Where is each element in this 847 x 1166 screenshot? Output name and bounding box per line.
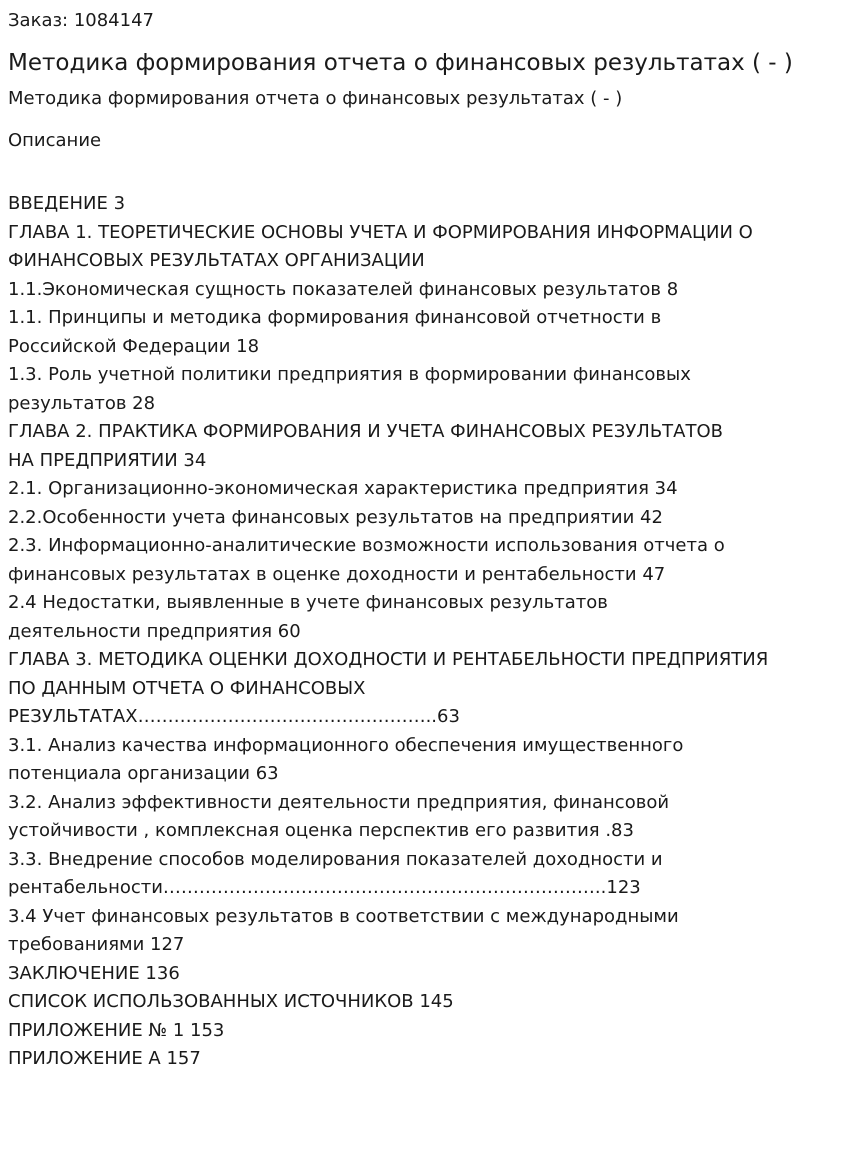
toc-line: 2.3. Информационно-аналитические возможности использования отчета о xyxy=(8,535,725,556)
toc-line: СПИСОК ИСПОЛЬЗОВАННЫХ ИСТОЧНИКОВ 145 xyxy=(8,991,454,1012)
toc-line: требованиями 127 xyxy=(8,934,185,955)
toc-line: 3.3. Внедрение способов моделирования показателей доходности и xyxy=(8,848,663,870)
toc-line: ПРИЛОЖЕНИЕ № 1 153 xyxy=(8,1019,225,1041)
toc-line: ЗАКЛЮЧЕНИЕ 136 xyxy=(8,962,180,984)
toc-line: 3.1. Анализ качества информационного обеспечения имущественного xyxy=(8,734,684,756)
toc-line: потенциала организации 63 xyxy=(8,763,279,784)
toc-line: деятельности предприятия 60 xyxy=(8,620,301,642)
toc-line: ПО ДАННЫМ ОТЧЕТА О ФИНАНСОВЫХ xyxy=(8,677,366,699)
toc-line: результатов 28 xyxy=(8,392,156,414)
order-number: Заказ: 1084147 xyxy=(8,10,154,31)
toc-line: ГЛАВА 3. МЕТОДИКА ОЦЕНКИ ДОХОДНОСТИ И РЕНТАБЕЛЬНОСТИ ПРЕДПРИЯТИЯ xyxy=(8,649,769,670)
toc-line: ВВЕДЕНИЕ 3 xyxy=(8,193,126,214)
page-subtitle: Методика формирования отчета о финансовых результатах ( - ) xyxy=(8,88,623,109)
toc-line: 3.4 Учет финансовых результатов в соответствии с международными xyxy=(8,905,679,927)
toc-line: 3.2. Анализ эффективности деятельности предприятия, финансовой xyxy=(8,791,670,813)
toc-line: устойчивости , комплексная оценка перспектив его развития .83 xyxy=(8,820,634,841)
toc-line: 2.4 Недостатки, выявленные в учете финансовых результатов xyxy=(8,592,608,613)
toc-line: ПРИЛОЖЕНИЕ А 157 xyxy=(8,1048,201,1069)
toc-line: рентабельности………………………………………………………………..123 xyxy=(8,877,641,898)
toc-line: 1.3. Роль учетной политики предприятия в формировании финансовых xyxy=(8,364,691,385)
description-heading: Описание xyxy=(8,130,102,151)
toc-line: 1.1.Экономическая сущность показателей финансовых результатов 8 xyxy=(8,278,679,300)
toc-line: ФИНАНСОВЫХ РЕЗУЛЬТАТАХ ОРГАНИЗАЦИИ xyxy=(8,250,425,271)
toc-line: 1.1. Принципы и методика формирования финансовой отчетности в xyxy=(8,307,662,328)
page-title: Методика формирования отчета о финансовых результатах ( - ) xyxy=(8,50,793,76)
toc-line: 2.1. Организационно-экономическая характеристика предприятия 34 xyxy=(8,478,678,499)
toc-line: РЕЗУЛЬТАТАХ…………………………………………..63 xyxy=(8,706,460,727)
table-of-contents xyxy=(8,190,843,1074)
toc-line: НА ПРЕДПРИЯТИИ 34 xyxy=(8,449,207,471)
toc-line: Российской Федерации 18 xyxy=(8,335,260,357)
toc-line: финансовых результатах в оценке доходности и рентабельности 47 xyxy=(8,563,666,585)
toc-line: ГЛАВА 1. ТЕОРЕТИЧЕСКИЕ ОСНОВЫ УЧЕТА И ФОРМИРОВАНИЯ ИНФОРМАЦИИ О xyxy=(8,221,753,243)
toc-line: 2.2.Особенности учета финансовых результатов на предприятии 42 xyxy=(8,506,663,528)
toc-line: ГЛАВА 2. ПРАКТИКА ФОРМИРОВАНИЯ И УЧЕТА ФИНАНСОВЫХ РЕЗУЛЬТАТОВ xyxy=(8,421,723,442)
